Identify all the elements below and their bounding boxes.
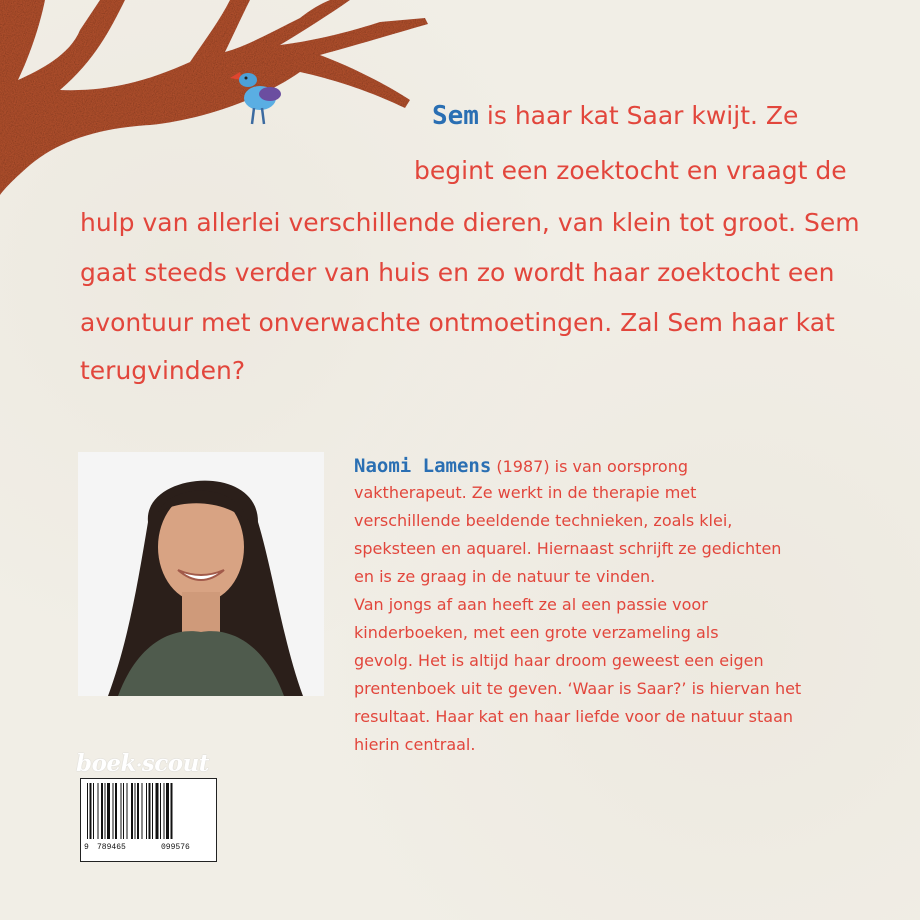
barcode-bar [137,783,139,839]
barcode-bar [115,783,117,839]
bio-line: prentenboek uit te geven. ‘Waar is Saar?’ is hiervan het [354,679,802,698]
bird-illustration [226,66,290,132]
barcode-bar [131,783,133,839]
barcode-bar [149,783,151,839]
barcode-bar [171,783,173,839]
barcode-left-group: 789465 [97,843,126,852]
barcode-bar [87,783,88,839]
barcode-bar [93,783,94,839]
barcode-bar [166,783,169,839]
barcode-bar [121,783,122,839]
bio-line: resultaat. Haar kat en haar liefde voor de natuur staan [354,707,794,726]
barcode-first-digit: 9 [84,843,89,852]
blurb-line-2: begint een zoektocht en vraagt de [414,156,847,185]
barcode-bar [123,783,124,839]
barcode-bar [164,783,165,839]
publisher-logo: boek·scout [76,750,209,777]
barcode-bar [105,783,106,839]
blurb-line-4: gaat steeds verder van huis en zo wordt haar zoektocht een [80,258,835,287]
barcode-bar [107,783,110,839]
barcode-bar [156,783,159,839]
barcode-bar [98,783,99,839]
author-name: Naomi Lamens [354,455,492,477]
barcode-bar [135,783,136,839]
barcode-bar [113,783,114,839]
barcode-bar [160,783,161,839]
blurb-name: Sem [432,101,479,131]
bio-line: vaktherapeut. Ze werkt in de therapie met [354,483,697,502]
barcode-bar [90,783,92,839]
barcode-right-group: 099576 [161,843,190,852]
barcode-bar [142,783,143,839]
bio-line-1: Naomi Lamens (1987) is van oorsprong [354,455,688,477]
blurb-line-3: hulp van allerlei verschillende dieren, van klein tot groot. Sem [80,208,860,237]
barcode-bars [85,783,211,839]
blurb-line-5: avontuur met onverwachte ontmoetingen. Zal Sem haar kat [80,308,835,337]
bio-line: en is ze graag in de natuur te vinden. [354,567,656,586]
isbn-barcode [80,778,217,862]
blurb-line-1: Sem is haar kat Saar kwijt. Ze [432,101,799,131]
bio-line: hierin centraal. [354,735,476,754]
barcode-bar [152,783,153,839]
barcode-bar [146,783,147,839]
bio-line: kinderboeken, met een grote verzameling als [354,623,719,642]
author-photo [78,452,324,696]
bio-line: speksteen en aquarel. Hiernaast schrijft ze gedichten [354,539,782,558]
bio-line: gevolg. Het is altijd haar droom geweest een eigen [354,651,764,670]
barcode-bar [127,783,128,839]
barcode-bar [101,783,103,839]
bio-line: verschillende beeldende technieken, zoals klei, [354,511,733,530]
bio-line: Van jongs af aan heeft ze al een passie voor [354,595,708,614]
tree-branch-illustration [0,0,430,200]
blurb-line-6: terugvinden? [80,356,246,385]
